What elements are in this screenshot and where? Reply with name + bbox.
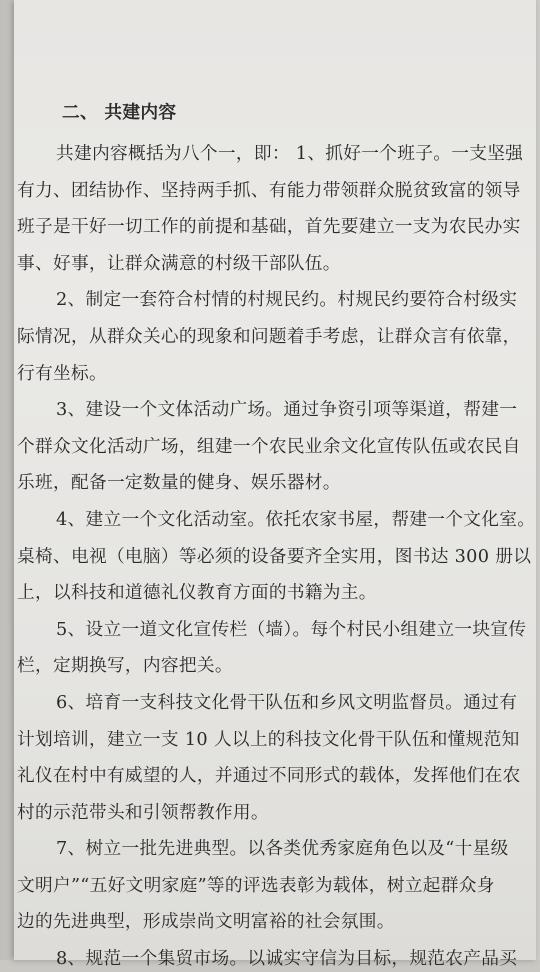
- body-line: 礼仪在村中有威望的人，并通过不同形式的载体，发挥他们在农: [17, 766, 521, 786]
- body-line: 6、培育一支科技文化骨干队伍和乡风文明监督员。通过有: [56, 692, 518, 713]
- document-page: [14, 0, 536, 969]
- body-line: 际情况，从群众关心的现象和问题着手考虑，让群众言有依靠，: [17, 327, 521, 347]
- body-line: 个群众文化活动广场，组建一个农民业余文化宣传队伍或农民自: [17, 436, 521, 457]
- body-line: 7、树立一批先进典型。以各类优秀家庭角色以及“十星级: [56, 839, 509, 860]
- body-line: 计划培训，建立一支 10 人以上的科技文化骨干队伍和懂规范知: [17, 729, 520, 750]
- body-line: 有力、团结协作、坚持两手抓、有能力带领群众脱贫致富的领导: [17, 180, 521, 201]
- body-line: 上，以科技和道德礼仪教育方面的书籍为主。: [17, 583, 377, 604]
- body-line: 行有坐标。: [17, 363, 107, 384]
- body-line: 边的先进典型，形成崇尚文明富裕的社会氛围。: [17, 912, 395, 933]
- body-line: 4、建立一个文化活动室。依托农家书屋，帮建一个文化室。: [56, 509, 536, 530]
- body-line: 8、规范一个集贸市场。以诚实守信为目标，规范农产品买: [56, 949, 518, 969]
- section-heading: 二、 共建内容: [62, 102, 177, 123]
- body-line: 班子是干好一切工作的前提和基础，首先要建立一支为农民办实: [17, 217, 521, 238]
- body-line: 2、制定一套符合村情的村规民约。村规民约要符合村级实: [56, 290, 518, 311]
- body-line: 共建内容概括为八个一，即： 1、抓好一个班子。一支坚强: [56, 144, 524, 164]
- body-line: 村的示范带头和引领帮教作用。: [17, 802, 269, 823]
- body-line: 文明户”“五好文明家庭”等的评选表彰为载体，树立起群众身: [17, 875, 495, 896]
- body-line: 栏，定期换写，内容把关。: [17, 656, 233, 677]
- body-line: 3、建设一个文体活动广场。通过争资引项等渠道，帮建一: [56, 400, 518, 421]
- body-line: 5、设立一道文化宣传栏（墙）。每个村民小组建立一块宣传: [56, 619, 527, 640]
- body-line: 桌椅、电视（电脑）等必须的设备要齐全实用，图书达 300 册以: [17, 546, 532, 567]
- body-line: 事、好事，让群众满意的村级干部队伍。: [17, 253, 341, 274]
- body-line: 乐班，配备一定数量的健身、娱乐器材。: [17, 473, 341, 494]
